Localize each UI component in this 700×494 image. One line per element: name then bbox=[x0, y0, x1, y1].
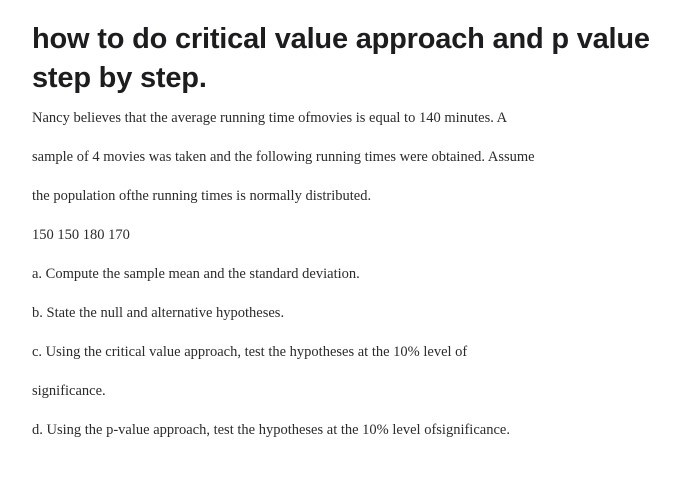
part-c-text-continued: significance. bbox=[32, 383, 106, 399]
problem-text-line-1: Nancy believes that the average running time ofmovies is equal to 140 minutes. A bbox=[32, 110, 508, 126]
part-b-text: b. State the null and alternative hypotheses. bbox=[32, 305, 285, 321]
problem-text-line-3: the population ofthe running times is normally distributed. bbox=[32, 188, 372, 204]
problem-text-line-2: sample of 4 movies was taken and the following running times were obtained. Assume bbox=[32, 149, 535, 165]
part-c-text: c. Using the critical value approach, test the hypotheses at the 10% level of bbox=[32, 344, 468, 360]
question-title: how to do critical value approach and p value step by step. bbox=[32, 23, 650, 94]
part-a-text: a. Compute the sample mean and the standard deviation. bbox=[32, 266, 360, 282]
sample-data-values: 150 150 180 170 bbox=[32, 227, 130, 243]
part-d-text: d. Using the p-value approach, test the hypotheses at the 10% level ofsignificance. bbox=[32, 422, 510, 438]
